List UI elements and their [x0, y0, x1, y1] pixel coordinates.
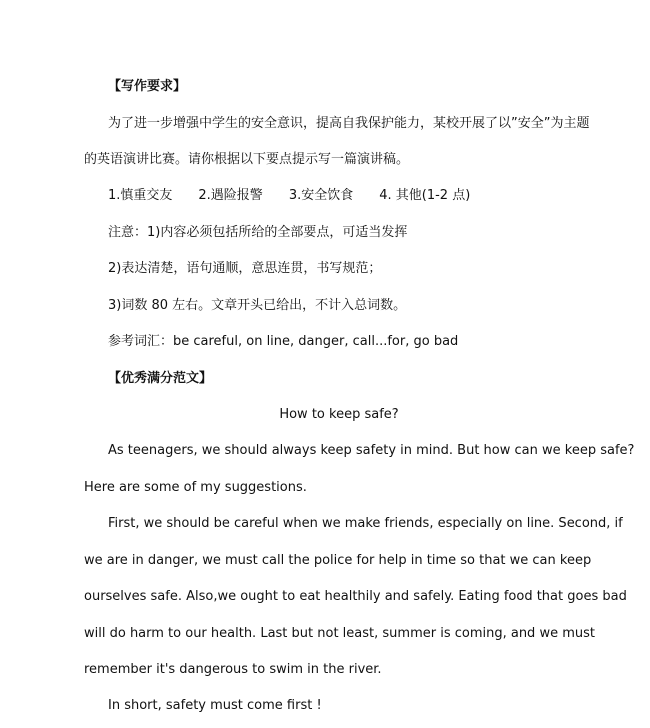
essay-line-4: we are in danger, we must call the police for help in time so that we can keep — [84, 553, 592, 568]
key-point-4: 4. 其他(1-2 点) — [379, 188, 471, 203]
key-point-3: 3.安全饮食 — [288, 188, 354, 203]
requirement-text-line-2: 的英语演讲比赛。请你根据以下要点提示写一篇演讲稿。 — [84, 152, 410, 167]
requirement-text-line-1: 为了进一步增强中学生的安全意识，提高自我保护能力，某校开展了以”安全”为主题 — [108, 116, 590, 131]
note-line-3: 3)词数 80 左右。文章开头已给出，不计入总词数。 — [108, 298, 407, 313]
essay-line-5: ourselves safe. Also,we ought to eat healthily and safely. Eating food that goes bad — [84, 589, 627, 604]
key-points-list — [108, 186, 584, 206]
key-point-1: 1.慎重交友 — [108, 188, 173, 203]
note-line-1: 注意：1)内容必须包括所给的全部要点，可适当发挥 — [108, 225, 408, 240]
writing-requirements-heading: 【写作要求】 — [108, 79, 187, 94]
reference-vocabulary: 参考词汇：be careful, on line, danger, call...for, go bad — [108, 334, 459, 349]
essay-title: How to keep safe? — [279, 407, 399, 422]
note-line-2: 2)表达清楚，语句通顺，意思连贯，书写规范； — [108, 261, 382, 276]
essay-line-3: First, we should be careful when we make friends, especially on line. Second, if — [108, 516, 623, 531]
key-point-2: 2.遇险报警 — [198, 188, 263, 203]
essay-line-6: will do harm to our health. Last but not least, summer is coming, and we must — [84, 626, 595, 641]
essay-line-7: remember it's dangerous to swim in the river. — [84, 662, 382, 677]
essay-line-1: As teenagers, we should always keep safety in mind. But how can we keep safe? — [108, 443, 635, 458]
essay-line-8: In short, safety must come first ! — [108, 698, 322, 713]
model-essay-heading: 【优秀满分范文】 — [108, 371, 213, 386]
essay-line-2: Here are some of my suggestions. — [84, 480, 307, 495]
